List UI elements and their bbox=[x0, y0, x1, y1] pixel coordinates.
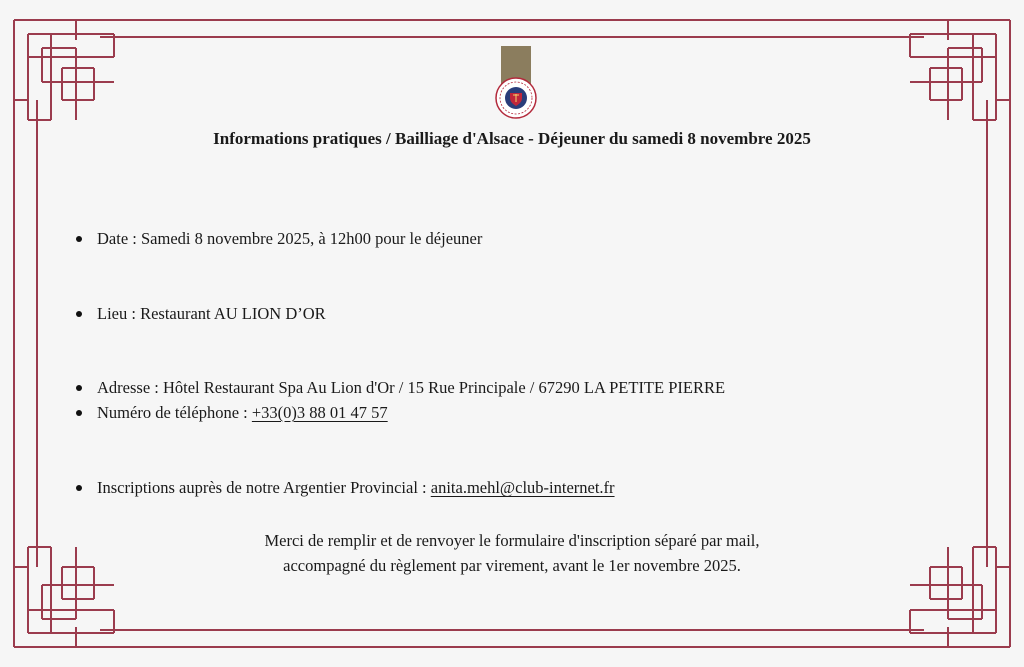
location-label: Lieu : bbox=[97, 304, 141, 323]
date-label: Date : bbox=[97, 229, 141, 248]
page-title: Informations pratiques / Bailliage d'Alsace - Déjeuner du samedi 8 novembre 2025 bbox=[213, 129, 811, 148]
address-label: Adresse : bbox=[97, 378, 163, 397]
bullet-icon bbox=[76, 485, 82, 491]
bullet-icon bbox=[76, 311, 82, 317]
closing-line-1: Merci de remplir et de renvoyer le formulaire d'inscription séparé par mail, bbox=[264, 531, 760, 550]
phone-link[interactable]: +33(0)3 88 01 47 57 bbox=[251, 403, 388, 422]
address-value: Hôtel Restaurant Spa Au Lion d'Or / 15 Rue Principale / 67290 LA PETITE PIERRE bbox=[162, 378, 726, 397]
bullet-icon bbox=[76, 385, 82, 391]
bullet-icon bbox=[76, 236, 82, 242]
location-value: Restaurant AU LION D’OR bbox=[140, 304, 326, 323]
registration-label: Inscriptions auprès de notre Argentier Provincial : bbox=[97, 478, 431, 497]
date-value: Samedi 8 novembre 2025, à 12h00 pour le déjeuner bbox=[140, 229, 483, 248]
confrerie-seal-icon bbox=[494, 46, 538, 121]
email-link[interactable]: anita.mehl@club-internet.fr bbox=[430, 478, 615, 497]
phone-label: Numéro de téléphone : bbox=[97, 403, 252, 422]
closing-line-2: accompagné du règlement par virement, avant le 1er novembre 2025. bbox=[283, 556, 741, 575]
bullet-icon bbox=[76, 410, 82, 416]
